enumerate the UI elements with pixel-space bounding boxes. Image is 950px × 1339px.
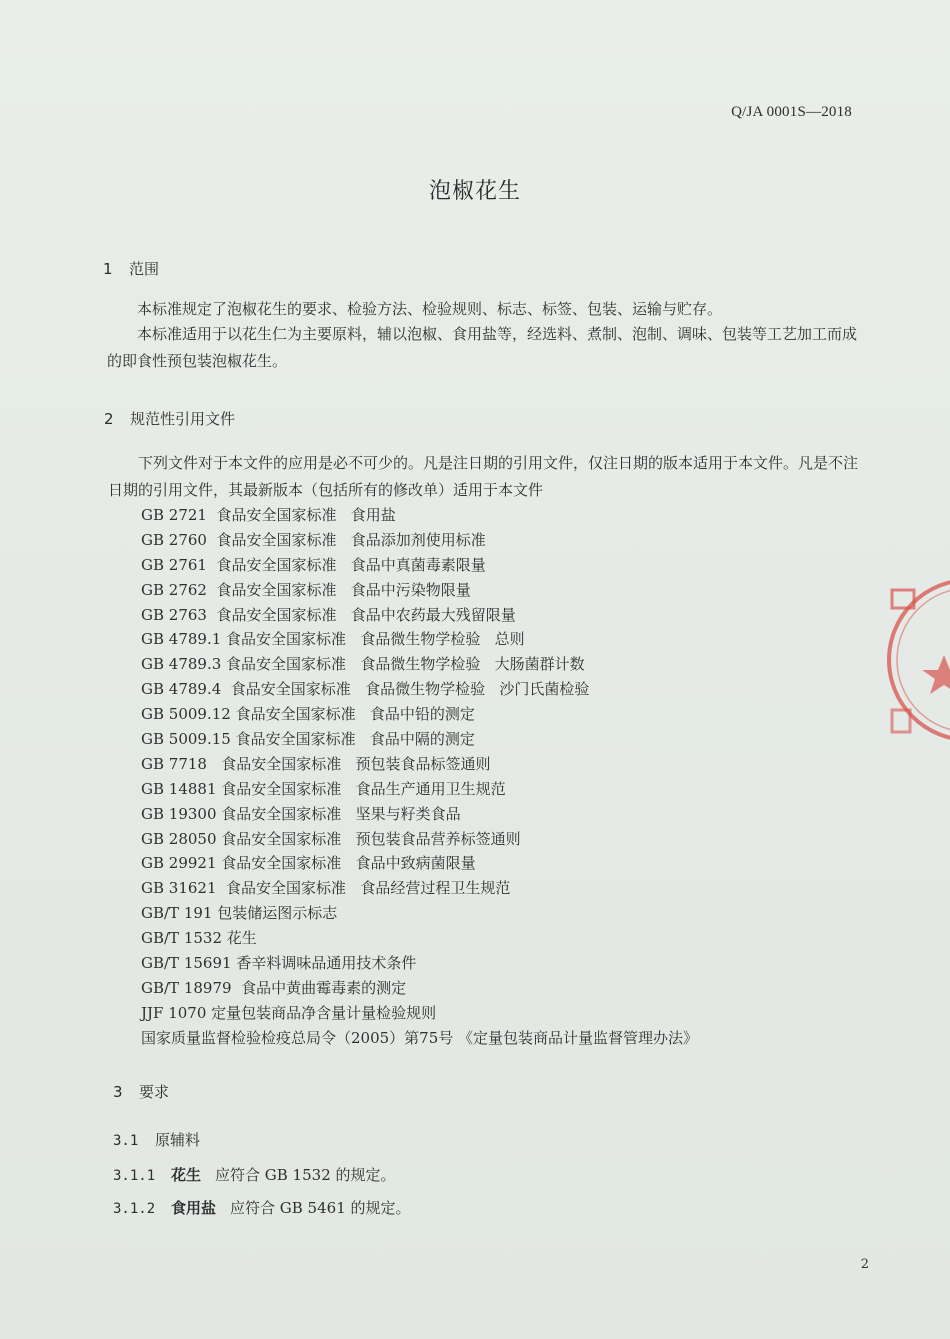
reference-item: GB 2763 食品安全国家标准 食品中农药最大残留限量	[141, 605, 516, 624]
section-2-intro: 下列文件对于本文件的应用是必不可少的。凡是注日期的引用文件，仅注日期的版本适用于本文件。凡是不注日期的引用文件，其最新版本（包括所有的修改单）适用于本文件	[108, 454, 859, 499]
reference-item: GB 2762 食品安全国家标准 食品中污染物限量	[141, 580, 471, 599]
clause-text: 应符合 GB 5461 的规定。	[230, 1199, 411, 1217]
section-2-number: 2	[104, 410, 114, 428]
section-3-title: 要求	[139, 1083, 170, 1101]
section-1-paragraph-1: 本标准规定了泡椒花生的要求、检验方法、检验规则、标志、标签、包装、运输与贮存。	[137, 300, 723, 318]
reference-item: JJF 1070 定量包装商品净含量计量检验规则	[141, 1003, 437, 1022]
reference-item: GB 4789.4 食品安全国家标准 食品微生物学检验 沙门氏菌检验	[141, 680, 590, 699]
reference-item: GB 2761 食品安全国家标准 食品中真菌毒素限量	[141, 555, 486, 574]
section-2-heading	[104, 408, 235, 429]
normative-references-list	[141, 503, 698, 1051]
reference-item: GB 4789.3 食品安全国家标准 食品微生物学检验 大肠菌群计数	[141, 655, 585, 674]
reference-item: GB 29921 食品安全国家标准 食品中致病菌限量	[141, 854, 476, 873]
document-code: Q/JA 0001S—2018	[731, 104, 852, 120]
section-1-heading	[103, 258, 159, 279]
reference-item: GB/T 1532 花生	[141, 929, 257, 948]
reference-item: GB/T 15691 香辛料调味品通用技术条件	[141, 954, 417, 973]
clause-3-1-1	[113, 1164, 396, 1185]
reference-item: GB 28050 食品安全国家标准 预包装食品营养标签通则	[141, 829, 521, 848]
official-seal-stamp	[874, 560, 950, 760]
section-3-1-number: 3.1	[113, 1133, 139, 1149]
section-3-1-title: 原辅料	[155, 1131, 201, 1149]
section-1-paragraph-2: 本标准适用于以花生仁为主要原料，辅以泡椒、食用盐等，经选料、煮制、泡制、调味、包装等工艺加工而成的即食性预包装泡椒花生。	[107, 325, 858, 370]
section-2-title: 规范性引用文件	[130, 410, 236, 428]
reference-item: 国家质量监督检验检疫总局令（2005）第75号 《定量包装商品计量监督管理办法》	[141, 1028, 699, 1047]
clause-text: 应符合 GB 1532 的规定。	[215, 1166, 396, 1184]
reference-item: GB 5009.12 食品安全国家标准 食品中铅的测定	[141, 705, 475, 724]
reference-item: GB 2760 食品安全国家标准 食品添加剂使用标准	[141, 530, 486, 549]
clause-3-1-2	[113, 1197, 411, 1218]
page-number: 2	[860, 1257, 869, 1272]
clause-number: 3.1.1	[113, 1168, 156, 1184]
document-title: 泡椒花生	[428, 179, 521, 204]
reference-item: GB 4789.1 食品安全国家标准 食品微生物学检验 总则	[141, 630, 525, 649]
reference-item: GB 5009.15 食品安全国家标准 食品中隔的测定	[141, 730, 475, 749]
section-1-title: 范围	[129, 260, 160, 278]
reference-item: GB/T 18979 食品中黄曲霉毒素的测定	[141, 978, 407, 997]
section-3-number: 3	[113, 1083, 123, 1101]
section-3-1-heading	[113, 1129, 200, 1150]
clause-term: 花生	[171, 1166, 202, 1184]
section-3-heading	[113, 1081, 169, 1102]
section-1-number: 1	[103, 260, 113, 278]
reference-item: GB 19300 食品安全国家标准 坚果与籽类食品	[141, 804, 461, 823]
reference-item: GB 14881 食品安全国家标准 食品生产通用卫生规范	[141, 779, 506, 798]
reference-item: GB 7718 食品安全国家标准 预包装食品标签通则	[141, 754, 491, 773]
reference-item: GB 31621 食品安全国家标准 食品经营过程卫生规范	[141, 879, 511, 898]
reference-item: GB/T 191 包装储运图示标志	[141, 904, 338, 923]
reference-item: GB 2721 食品安全国家标准 食用盐	[141, 506, 396, 524]
clause-number: 3.1.2	[113, 1201, 156, 1217]
clause-term: 食用盐	[171, 1199, 217, 1217]
